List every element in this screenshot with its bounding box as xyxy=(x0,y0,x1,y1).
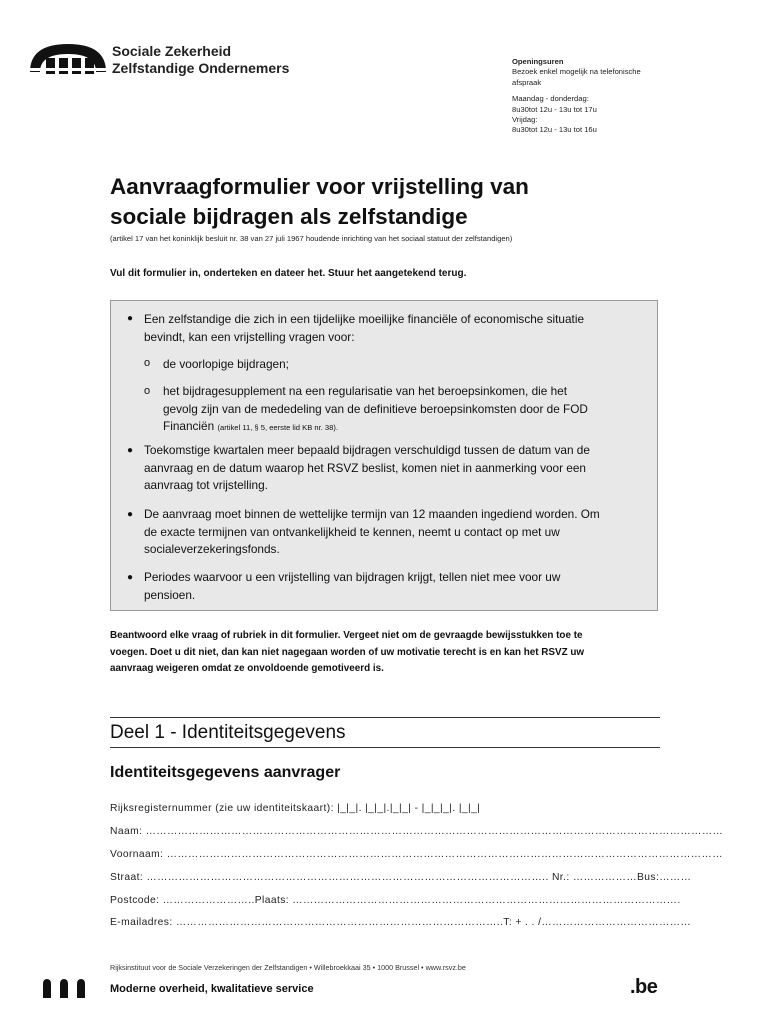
info-text-line: het bijdragesupplement na een regularisatie van het beroepsinkomen, die het xyxy=(163,384,567,398)
section-divider xyxy=(110,747,660,748)
info-text-line: de exacte termijnen van ontvankelijkheid te kennen, neemt u contact op met uw xyxy=(144,524,560,539)
info-text-line: Een zelfstandige die zich in een tijdelijke moeilijke financiële of economische situatie xyxy=(144,312,585,326)
info-sub-bullet xyxy=(163,383,653,437)
info-text-line xyxy=(163,418,653,437)
legal-note: (artikel 11, § 5, eerste lid KB nr. 38). xyxy=(217,423,339,433)
section-subheading: Identiteitsgegevens aanvrager xyxy=(110,764,341,781)
section-title: Deel 1 - Identiteitsgegevens xyxy=(110,722,346,743)
instruction-line: voegen. Doet u dit niet, dan kan niet nagegaan worden of uw motivatie terecht is en kan het RSVZ uw xyxy=(110,646,585,658)
info-text-line: bevindt, kan een vrijstelling vragen voor: xyxy=(144,329,355,344)
bullet-icon: ● xyxy=(127,313,134,324)
opening-hours-line: Bezoek enkel mogelijk na telefonische xyxy=(512,67,641,77)
be-logo: .be xyxy=(630,976,658,998)
bullet-icon: ● xyxy=(127,509,134,520)
info-text-line: Toekomstige kwartalen meer bepaald bijdragen verschuldigd tussen de datum van de xyxy=(144,443,590,457)
org-name-line2: Zelfstandige Ondernemers xyxy=(112,60,290,76)
opening-hours-line: Vrijdag: xyxy=(512,115,538,125)
rsvz-logo-icon xyxy=(28,40,108,76)
info-bullet xyxy=(144,506,656,559)
page-title xyxy=(110,172,670,232)
national-number-field[interactable]: Rijksregisternummer (zie uw identiteitskaart): |_|_|. |_|_|.|_|_| - |_|_|_|. |_|_| xyxy=(110,803,481,814)
org-name-line1: Sociale Zekerheid xyxy=(112,43,232,59)
opening-hours-line: 8u30tot 12u - 13u tot 16u xyxy=(512,125,597,135)
opening-hours-title: Openingsuren xyxy=(512,57,564,66)
page-title-line2: sociale bijdragen als zelfstandige xyxy=(110,204,468,229)
sub-bullet-icon: o xyxy=(144,385,151,397)
email-field[interactable]: E-mailadres: ………………………………………………………………………………..T: + . . /…………………………………… xyxy=(110,917,692,928)
info-text-line: aanvraag en de datum waarop het RSVZ beslist, komen niet in aanmerking voor een xyxy=(144,460,586,475)
footer-address: Rijksinstituut voor de Sociale Verzekeringen der Zelfstandigen • Willebroekkaai 35 • 1000 Brussel • www.rsvz.be xyxy=(110,963,466,972)
info-text-line: pensioen. xyxy=(144,587,196,602)
opening-hours xyxy=(512,57,692,136)
info-text-line: socialeverzekeringsfonds. xyxy=(144,542,280,557)
bullet-icon: ● xyxy=(127,445,134,456)
answer-instructions xyxy=(110,628,660,678)
info-box xyxy=(110,300,658,611)
first-name-field[interactable]: Voornaam: ………………………………………………………………………………………………………………………………………… xyxy=(110,849,723,860)
info-sub-bullet: de voorlopige bijdragen; xyxy=(163,357,289,371)
info-bullet xyxy=(144,569,654,604)
opening-hours-line: Maandag - donderdag: xyxy=(512,94,589,104)
footer-tagline: Moderne overheid, kwalitatieve service xyxy=(110,983,314,995)
bullet-icon: ● xyxy=(127,572,134,583)
section-divider xyxy=(110,717,660,718)
name-field[interactable]: Naam: ……………………………………………………………………………………………………………………………………………… xyxy=(110,826,724,837)
info-text-fragment: Financiën xyxy=(163,419,215,434)
legal-reference: (artikel 17 van het koninklijk besluit nr. 38 van 27 juli 1967 houdende inrichting van het sociaal statuut der zelfstandigen) xyxy=(110,234,513,243)
footer-logo-icon xyxy=(42,978,90,998)
instruction-line: aanvraag weigeren omdat ze onvoldoende gemotiveerd is. xyxy=(110,663,384,674)
opening-hours-line: afspraak xyxy=(512,77,542,87)
form-instruction: Vul dit formulier in, onderteken en dateer het. Stuur het aangetekend terug. xyxy=(110,268,467,279)
street-field[interactable]: Straat: ………………………………………………………………………………………………….. Nr.: ………………Bus:……… xyxy=(110,872,692,883)
info-bullet xyxy=(144,311,654,346)
info-text-line: Periodes waarvoor u een vrijstelling van bijdragen krijgt, tellen niet mee voor uw xyxy=(144,570,561,584)
sub-bullet-icon: o xyxy=(144,357,151,369)
instruction-line: Beantwoord elke vraag of rubriek in dit formulier. Vergeet niet om de gevraagde bewijsstukken toe te xyxy=(110,630,583,641)
info-text-line: gevolg zijn van de mededeling van de definitieve beroepsinkomsten door de FOD xyxy=(163,401,588,416)
opening-hours-line: 8u30tot 12u - 13u tot 17u xyxy=(512,104,597,114)
page-title-line1: Aanvraagformulier voor vrijstelling van xyxy=(110,174,529,199)
info-text-line: De aanvraag moet binnen de wettelijke termijn van 12 maanden ingediend worden. Om xyxy=(144,507,600,521)
info-text-line: aanvraag tot vrijstelling. xyxy=(144,478,268,493)
info-bullet xyxy=(144,442,654,495)
postcode-field[interactable]: Postcode: ……………………..Plaats: ………………………………………………………………………………………………. xyxy=(110,895,681,906)
